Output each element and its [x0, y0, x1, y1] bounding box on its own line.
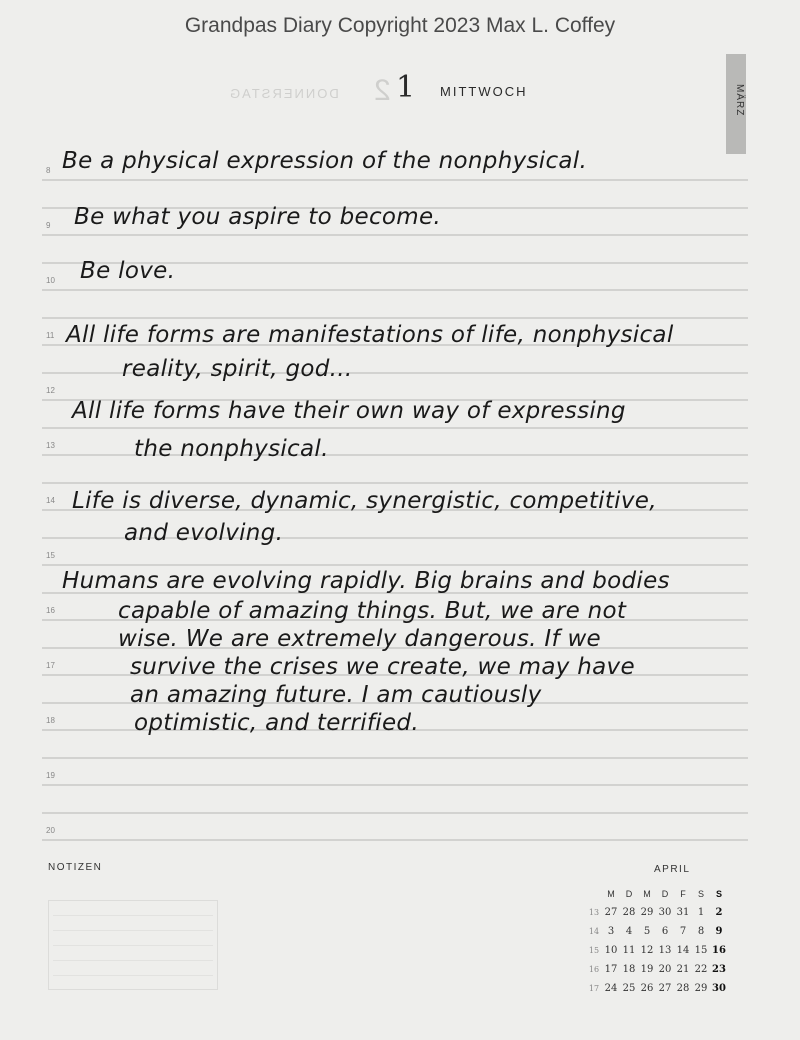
calendar-day: 13 [658, 945, 672, 956]
calendar-day: 5 [643, 926, 651, 937]
calendar-day: 22 [694, 964, 708, 975]
calendar-week-row [586, 903, 728, 922]
weekday-header: D [625, 888, 633, 899]
weekday-header: M [607, 888, 615, 899]
hour-label: 16 [46, 606, 55, 615]
calendar-day: 20 [658, 964, 672, 975]
calendar-day: 10 [604, 945, 618, 956]
week-number: 17 [588, 984, 600, 993]
handwriting-line: Be a physical expression of the nonphysical. [62, 148, 588, 174]
month-tab-label: MÄRZ [734, 84, 745, 117]
calendar-day: 23 [712, 964, 726, 975]
bleed-through-number: 2 [372, 74, 391, 107]
calendar-day: 12 [640, 945, 654, 956]
calendar-day: 30 [658, 907, 672, 918]
calendar-day: 14 [676, 945, 690, 956]
calendar-day: 29 [694, 983, 708, 994]
calendar-day: 2 [715, 907, 723, 918]
calendar-day: 21 [676, 964, 690, 975]
hour-label: 12 [46, 386, 55, 395]
calendar-day: 25 [622, 983, 636, 994]
day-number: 1 [396, 70, 416, 105]
calendar-day: 29 [640, 907, 654, 918]
weekday-header: S [715, 888, 722, 899]
calendar-day: 26 [640, 983, 654, 994]
handwriting-line: an amazing future. I am cautiously [130, 682, 542, 708]
handwriting-line: All life forms have their own way of expressing [72, 398, 626, 424]
calendar-day: 18 [622, 964, 636, 975]
calendar-day: 9 [715, 926, 723, 937]
handwriting-line: Humans are evolving rapidly. Big brains and bodies [62, 568, 670, 594]
calendar-day: 27 [604, 907, 618, 918]
hour-label: 9 [46, 221, 51, 230]
calendar-day: 3 [607, 926, 615, 937]
calendar-day: 19 [640, 964, 654, 975]
hour-label: 18 [46, 716, 55, 725]
handwriting-line: optimistic, and terrified. [134, 710, 419, 736]
week-number: 14 [588, 927, 600, 936]
hour-label: 14 [46, 496, 55, 505]
calendar-week-row [586, 979, 728, 998]
week-number: 13 [588, 908, 600, 917]
weekday-header: F [680, 888, 686, 899]
page-title: Grandpas Diary Copyright 2023 Max L. Coffey [184, 14, 616, 37]
calendar-day: 17 [604, 964, 618, 975]
handwriting-line: Life is diverse, dynamic, synergistic, competitive, [72, 488, 657, 514]
calendar-month: APRIL [654, 864, 691, 875]
weekday-header: S [697, 888, 704, 899]
calendar-day: 28 [676, 983, 690, 994]
hour-label: 13 [46, 441, 55, 450]
calendar-day: 1 [697, 907, 705, 918]
hour-label: 20 [46, 826, 55, 835]
handwriting-line: Be what you aspire to become. [74, 204, 442, 230]
weekday-header: M [643, 888, 651, 899]
weekday-header: D [661, 888, 669, 899]
bleed-through-day: DONNERSTAG [228, 86, 339, 101]
hour-label: 8 [46, 166, 51, 175]
calendar-day: 31 [676, 907, 690, 918]
week-number: 15 [588, 946, 600, 955]
notes-label: NOTIZEN [48, 862, 103, 873]
week-number: 16 [588, 965, 600, 974]
handwriting-line: survive the crises we create, we may have [130, 654, 635, 680]
mini-calendar [586, 884, 728, 998]
handwriting-line: and evolving. [124, 520, 284, 546]
handwriting-line: Be love. [80, 258, 176, 284]
calendar-week-row [586, 960, 728, 979]
calendar-day: 11 [622, 945, 636, 956]
day-name: MITTWOCH [440, 84, 528, 99]
calendar-day: 16 [712, 945, 726, 956]
bleed-through-calendar [48, 900, 218, 990]
handwriting-line: the nonphysical. [134, 436, 329, 462]
calendar-day: 24 [604, 983, 618, 994]
calendar-day: 6 [661, 926, 669, 937]
calendar-day: 8 [697, 926, 705, 937]
hour-label: 19 [46, 771, 55, 780]
calendar-day: 7 [679, 926, 687, 937]
handwriting-line: All life forms are manifestations of life, nonphysical [66, 322, 674, 348]
hour-label: 10 [46, 276, 55, 285]
hour-label: 15 [46, 551, 55, 560]
hour-label: 17 [46, 661, 55, 670]
calendar-week-row [586, 941, 728, 960]
calendar-week-row [586, 922, 728, 941]
hour-label: 11 [46, 331, 55, 340]
handwriting-line: reality, spirit, god... [122, 356, 353, 382]
calendar-day: 27 [658, 983, 672, 994]
handwriting-line: capable of amazing things. But, we are not [118, 598, 627, 624]
calendar-day: 30 [712, 983, 726, 994]
calendar-day: 28 [622, 907, 636, 918]
calendar-day: 15 [694, 945, 708, 956]
calendar-day: 4 [625, 926, 633, 937]
handwriting-line: wise. We are extremely dangerous. If we [118, 626, 602, 652]
